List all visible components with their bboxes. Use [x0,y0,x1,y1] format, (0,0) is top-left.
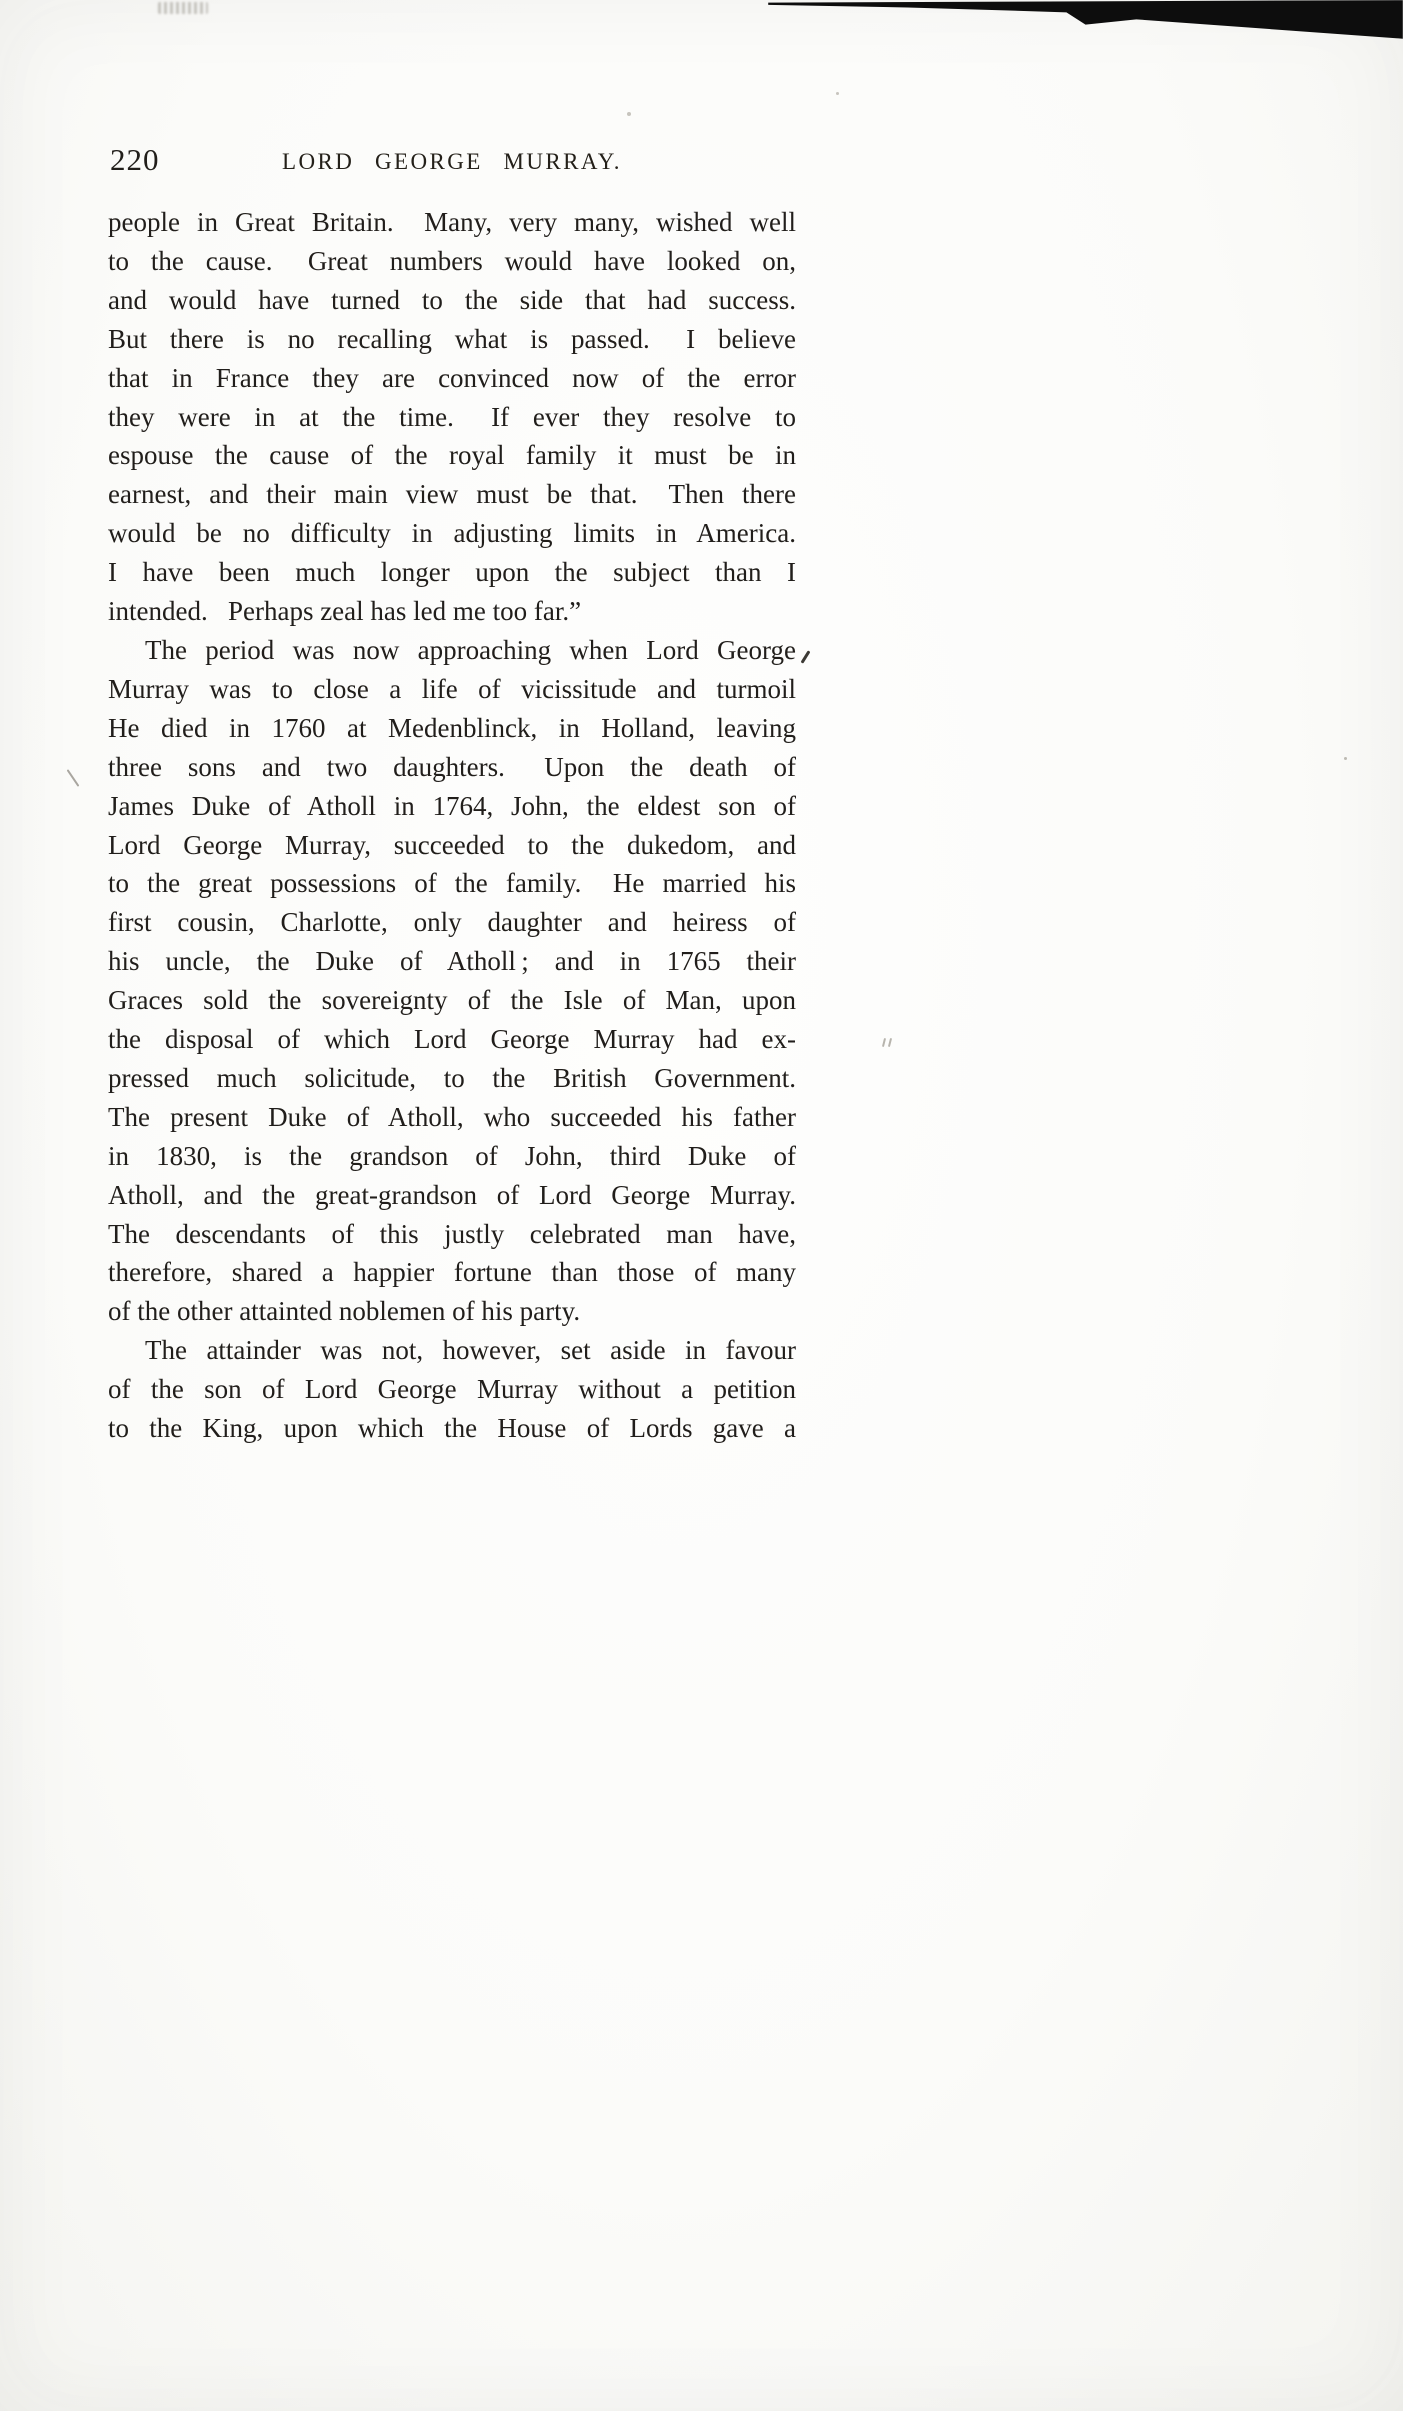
text-line: the disposal of which Lord George Murray had ex- [108,1024,796,1055]
text-line: The descendants of this justly celebrated man have, [108,1218,796,1249]
text-line: his uncle, the Duke of Atholl ; and in 1765 their [108,946,796,977]
running-title: LORD GEORGE MURRAY. [282,149,622,174]
text-line: pressed much solicitude, to the British Government. [108,1062,796,1093]
text-line: to the cause. Great numbers would have looked on, [108,245,796,276]
text-line: to the King, upon which the House of Lords gave a [108,1413,796,1444]
text-line: would be no difficulty in adjusting limits in America. [108,518,796,549]
text-line: Graces sold the sovereignty of the Isle of Man, upon [108,985,796,1016]
text-line: three sons and two daughters. Upon the death of [108,751,796,782]
text-line: they were in at the time. If ever they resolve to [108,401,796,432]
text-line: The period was now approaching when Lord George [145,634,796,665]
text-line: But there is no recalling what is passed. I believe [108,323,796,354]
text-line: The present Duke of Atholl, who succeeded his father [108,1101,796,1132]
faint-quote-mark [883,1034,895,1052]
page-header [108,142,796,186]
text-line: He died in 1760 at Medenblinck, in Holland, leaving [108,712,796,743]
text-line: of the son of Lord George Murray without a petition [108,1374,796,1405]
dust-speck [1344,757,1347,760]
text-line: people in Great Britain. Many, very many, wished well [108,207,796,237]
text-line: to the great possessions of the family. He married his [108,868,796,899]
text-line: in 1830, is the grandson of John, third Duke of [108,1140,796,1171]
dust-speck [836,92,839,95]
text-line: I have been much longer upon the subject than I [108,557,796,588]
page-body [108,203,796,1448]
text-line: that in France they are convinced now of the error [108,362,796,393]
text-line: and would have turned to the side that had success. [108,284,796,315]
text-line: Murray was to close a life of vicissitude and turmoil [108,673,796,704]
text-line: James Duke of Atholl in 1764, John, the eldest son of [108,790,796,821]
text-line: earnest, and their main view must be that. Then there [108,479,796,510]
text-line: therefore, shared a happier fortune than those of many [108,1257,796,1288]
scan-corner-shadow [768,0,1403,44]
pen-tick-mark [801,650,811,663]
text-line: intended. Perhaps zeal has led me too far.” [108,596,582,627]
text-line: Lord George Murray, succeeded to the dukedom, and [108,829,796,860]
page-number: 220 [110,142,160,177]
margin-pen-stroke [67,769,80,787]
text-line: of the other attainted noblemen of his party. [108,1296,581,1327]
text-line: Atholl, and the great-grandson of Lord George Murray. [108,1179,796,1210]
text-line: first cousin, Charlotte, only daughter and heiress of [108,907,796,938]
text-line: espouse the cause of the royal family it must be in [108,440,796,471]
text-line: The attainder was not, however, set aside in favour [145,1335,796,1366]
scan-smudge [158,2,208,14]
dust-speck [627,112,631,116]
